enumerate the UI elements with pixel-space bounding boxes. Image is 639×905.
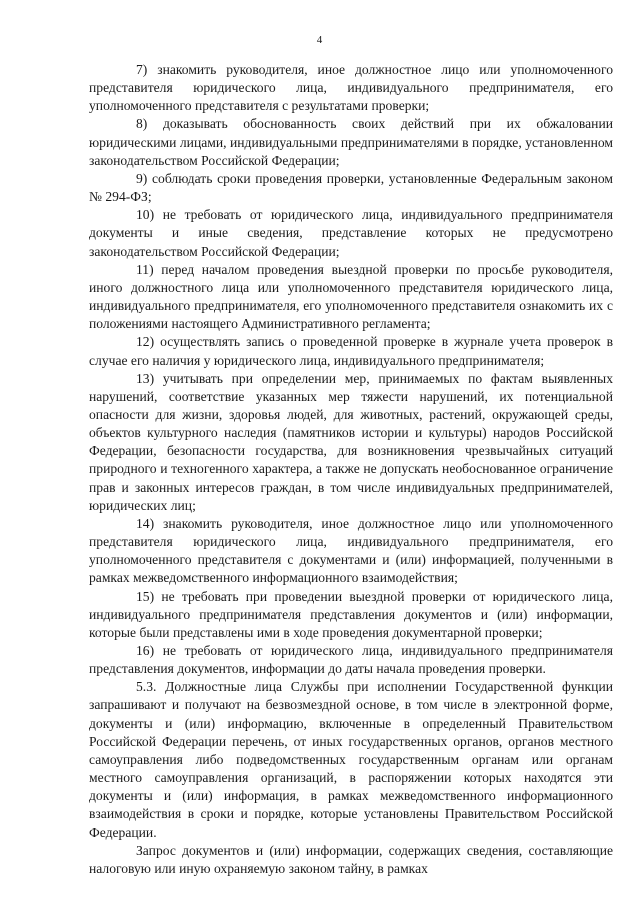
paragraph-item-9: 9) соблюдать сроки проведения проверки, установленные Федеральным законом № 294-ФЗ; — [89, 170, 613, 205]
paragraph-item-8: 8) доказывать обоснованность своих действий при их обжаловании юридическими лицами, индивидуальными предпринимателями в порядке, установленном законодательством Российской Федерации; — [89, 116, 613, 168]
paragraph-item-16: 16) не требовать от юридического лица, индивидуального предпринимателя представления документов, информации до даты начала проведения проверки. — [89, 643, 613, 677]
paragraph-item-12: 12) осуществлять запись о проведенной проверке в журнале учета проверок в случае его наличия у юридического лица, индивидуального предпринимателя; — [89, 334, 613, 368]
request-paragraph: Запрос документов и (или) информации, содержащих сведения, составляющие налоговую или иную охраняемую законом тайну, в рамках — [89, 842, 613, 876]
paragraph-item-13: 13) учитывать при определении мер, принимаемых по фактам выявленных нарушений, соответствие указанных мер тяжести нарушений, их потенциальной опасности для жизни, здоровья людей, для животных, растений, окружающей среды, объектов культурного наследия (памятников истории и культуры) народов Российской Федерации, безопасности государства, для возникновения чрезвычайных ситуаций природного и техногенного характера, а также не допускать необоснованное ограничение прав и законных интересов граждан, в том числе индивидуальных предпринимателей, юридических лиц; — [89, 370, 613, 513]
paragraph-item-15: 15) не требовать при проведении выездной проверки от юридического лица, индивидуального предпринимателя представления документов и (или) информации, которые были представлены ими в ходе проведения документарной проверки; — [89, 588, 613, 640]
section-5-3-paragraph: 5.3. Должностные лица Службы при исполнении Государственной функции запрашивают и получают на безвозмездной основе, в том числе в электронной форме, документы и (или) информацию, включенные в определенный Правительством Российской Федерации перечень, от иных государственных органов, органов местного самоуправления либо подведомственных государственным органам или органам местного самоуправления организаций, в распоряжении которых находятся эти документы и (или) информация, в рамках межведомственного информационного взаимодействия в сроки и порядке, которые установлены Правительством Российской Федерации. — [89, 679, 613, 840]
paragraph-item-10: 10) не требовать от юридического лица, индивидуального предпринимателя документы и иные сведения, представление которых не предусмотрено законодательством Российской Федерации; — [89, 207, 613, 259]
paragraph-item-11: 11) перед началом проведения выездной проверки по просьбе руководителя, иного должностного лица или уполномоченного представителя юридического лица, индивидуального предпринимателя, его уполномоченного представителя ознакомить их с положениями настоящего Административного регламента; — [89, 261, 613, 332]
page-number: 4 — [316, 34, 323, 46]
paragraph-item-14: 14) знакомить руководителя, иное должностное лицо или уполномоченного представителя юридического лица, индивидуального предпринимателя, его уполномоченного представителя с документами и (или) информацией, полученными в рамках межведомственного информационного взаимодействия; — [89, 515, 613, 586]
paragraph-item-7: 7) знакомить руководителя, иное должностное лицо или уполномоченного представителя юридического лица, индивидуального предпринимателя, его уполномоченного представителя с результатами проверки; — [89, 62, 613, 114]
document-body — [89, 61, 613, 878]
